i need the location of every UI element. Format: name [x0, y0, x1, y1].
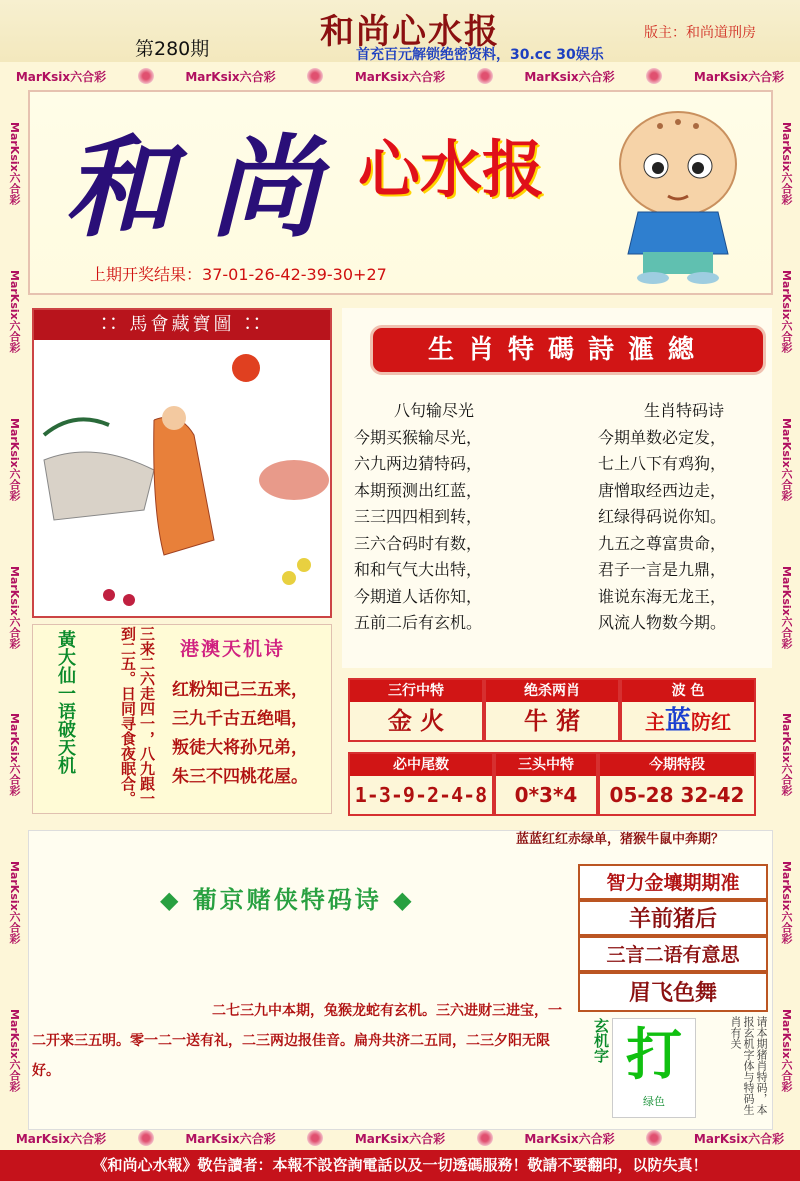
watermark: MarKsix六合彩: [15, 1131, 107, 1146]
last-result-label: 上期开奖结果：: [90, 265, 203, 284]
watermark: MarKsix六合彩: [8, 270, 21, 353]
cell-header: 三头中特: [496, 754, 596, 776]
flower-icon: [138, 68, 154, 84]
poem-line: 唐憎取经西边走，: [598, 480, 727, 500]
cell-value: 牛 猪: [523, 707, 581, 735]
masthead-subtitle: 心水报: [358, 133, 545, 206]
top-title: 和尚心水报: [320, 12, 500, 52]
cell-header: 必中尾数: [350, 754, 492, 776]
last-result-numbers: 37-01-26-42-39-30+27: [202, 265, 387, 284]
flower-icon: [477, 1130, 493, 1146]
cell-value: [622, 702, 754, 741]
poem-line: 六九两边猜特码，: [354, 454, 483, 473]
flower-icon: [307, 68, 323, 84]
xuan-ji-char: 打: [626, 1023, 682, 1088]
poem-line: 今期道人话你知，: [354, 586, 483, 606]
head-number-cell: [494, 752, 598, 816]
poem-line: 和和气气大出特，: [354, 560, 483, 579]
poem-column-1: [354, 398, 514, 637]
poem-line: 今期买猴输尽光，: [354, 427, 483, 447]
gambler-poem-text: 二七三九中本期，兔猴龙蛇有玄机。三六进财三进宝，一二开来三五明。零一二一送有礼，二三两边报佳音。扁舟共济二五同，二三夕阳无限好。: [32, 1003, 562, 1079]
poem-column-2: [598, 398, 770, 637]
cell-header: 三行中特: [350, 680, 482, 702]
watermark: MarKsix六合彩: [780, 417, 793, 501]
poem-line: 朱三不四桃花屋。: [172, 767, 308, 787]
cell-value: 05-28 32-42: [609, 783, 745, 807]
poem-line: 红粉知己三五来，: [172, 680, 308, 700]
xuan-ji-box: [612, 1018, 696, 1118]
wave-color-cell: [620, 678, 756, 742]
treasure-map-illustration-icon: [34, 340, 330, 616]
poem-line: 五前二后有玄机。: [354, 613, 483, 632]
gambler-poem-title: 葡京赌侠特码诗: [192, 886, 382, 914]
hk-macau-poem: [172, 676, 308, 792]
promo-note[interactable]: 首充百元解锁绝密资料，30.cc 30娱乐: [356, 47, 604, 63]
poem-line: 七上八下有鸡狗，: [598, 454, 727, 473]
masthead-char-he: 和: [64, 123, 174, 252]
watermark: MarKsix六合彩: [354, 69, 446, 84]
treasure-map-panel: [32, 308, 332, 618]
xuan-ji-color: 绿色: [643, 1095, 665, 1108]
watermark: MarKsix六合彩: [8, 565, 21, 649]
cell-value: 金 火: [387, 707, 445, 735]
poem-1-title: 八句输尽光: [393, 401, 474, 420]
watermark: MarKsix六合彩: [8, 417, 21, 501]
hk-macau-poem-title: 港澳天机诗: [180, 638, 286, 660]
watermark: MarKsix六合彩: [524, 69, 615, 84]
yellow-immortal-text: 黃大仙一语破天机: [55, 630, 76, 774]
watermark: MarKsix六合彩: [693, 69, 785, 84]
treasure-map-title: ∷ 馬會藏寶圖 ∷: [34, 310, 330, 340]
watermark: MarKsix六合彩: [780, 713, 793, 797]
poem-line: 红绿得码说你知。: [598, 507, 727, 526]
three-element-cell: [348, 678, 484, 742]
poem-line: 九五之尊富贵命，: [598, 533, 727, 553]
flower-icon: [138, 1130, 154, 1146]
poem-line: 本期预测出红蓝，: [354, 480, 483, 500]
poem-line: 风流人物数今期。: [598, 613, 727, 632]
watermark: MarKsix六合彩: [185, 69, 276, 84]
zodiac-poem-banner: 生肖特碼詩滙總: [370, 325, 766, 375]
footer-notice: 《和尚心水報》敬告讀者：本報不設咨詢電話以及一切透碼服務！敬請不要翻印，以防失真！: [0, 1150, 800, 1181]
cell-value: 0*3*4: [514, 783, 578, 807]
cell-value: 1-3-9-2-4-8: [354, 783, 488, 807]
poem-line: 三三四四相到转，: [354, 507, 483, 526]
xuan-ji-note: 请本期猪肖特码，本报玄机字体与特码生肖有关: [729, 1016, 768, 1115]
side-slogan-4: 眉飞色舞: [578, 972, 768, 1012]
gambler-poem-banner: ◆ 葡京赌侠特码诗 ◆: [160, 886, 415, 914]
side-slogan-3: 三言二语有意思: [578, 936, 768, 972]
cell-header: 绝杀两肖: [486, 680, 618, 702]
flower-icon: [646, 1130, 662, 1146]
masthead-char-shang: 尚: [210, 123, 320, 252]
xuan-ji-label: 玄机字: [592, 1018, 610, 1063]
watermark: MarKsix六合彩: [8, 861, 21, 944]
poem-line: 君子一言是九鼎，: [598, 560, 727, 579]
poem-line: 三九千古五绝唱，: [172, 709, 308, 729]
poem-2-title: 生肖特码诗: [643, 401, 724, 420]
wave-main-color: 蓝: [664, 706, 691, 736]
riddle-text: 三来二六走四一，八九跟一到二五。日同寻食夜眠合。: [119, 626, 156, 806]
watermark: MarKsix六合彩: [780, 270, 793, 353]
watermark: MarKsix六合彩: [15, 69, 107, 84]
side-slogan-2: 羊前猪后: [578, 900, 768, 936]
side-slogan-1: 智力金壤期期准: [578, 864, 768, 900]
watermark: MarKsix六合彩: [780, 565, 793, 649]
left-watermark-border: [2, 90, 26, 1124]
right-watermark-border: [774, 90, 798, 1124]
last-result: [90, 262, 387, 285]
wave-guard-color: 防红: [691, 710, 731, 734]
editor-label: 版主：和尚道刑房: [644, 25, 756, 41]
cell-header: 今期特段: [600, 754, 754, 776]
monk-mascot-icon: [598, 104, 758, 284]
tail-number-cell: [348, 752, 494, 816]
cell-header: 波 色: [622, 680, 754, 702]
wave-main-label: 主: [644, 710, 665, 734]
watermark: MarKsix六合彩: [8, 1008, 21, 1092]
watermark: MarKsix六合彩: [8, 713, 21, 797]
flower-icon: [646, 68, 662, 84]
watermark: MarKsix六合彩: [524, 1131, 615, 1146]
special-range-cell: [598, 752, 756, 816]
watermark: MarKsix六合彩: [780, 861, 793, 944]
poem-line: 三六合码时有数，: [354, 533, 483, 553]
question-line: 蓝蓝红红赤绿单，猪猴牛鼠中奔期？: [516, 832, 725, 847]
flower-icon: [307, 1130, 323, 1146]
watermark: MarKsix六合彩: [780, 1008, 793, 1092]
watermark: MarKsix六合彩: [693, 1131, 785, 1146]
watermark: MarKsix六合彩: [185, 1131, 276, 1146]
watermark: MarKsix六合彩: [354, 1131, 446, 1146]
top-watermark-border: [0, 62, 800, 90]
watermark: MarKsix六合彩: [8, 122, 21, 206]
watermark: MarKsix六合彩: [780, 122, 793, 206]
poem-line: 谁说东海无龙王，: [598, 586, 727, 606]
flower-icon: [477, 68, 493, 84]
issue-number: 第280期: [135, 38, 210, 60]
poem-line: 今期单数必定发，: [598, 427, 727, 447]
kill-zodiac-cell: [484, 678, 620, 742]
poem-line: 叛徒大将孙兄弟，: [172, 738, 308, 758]
